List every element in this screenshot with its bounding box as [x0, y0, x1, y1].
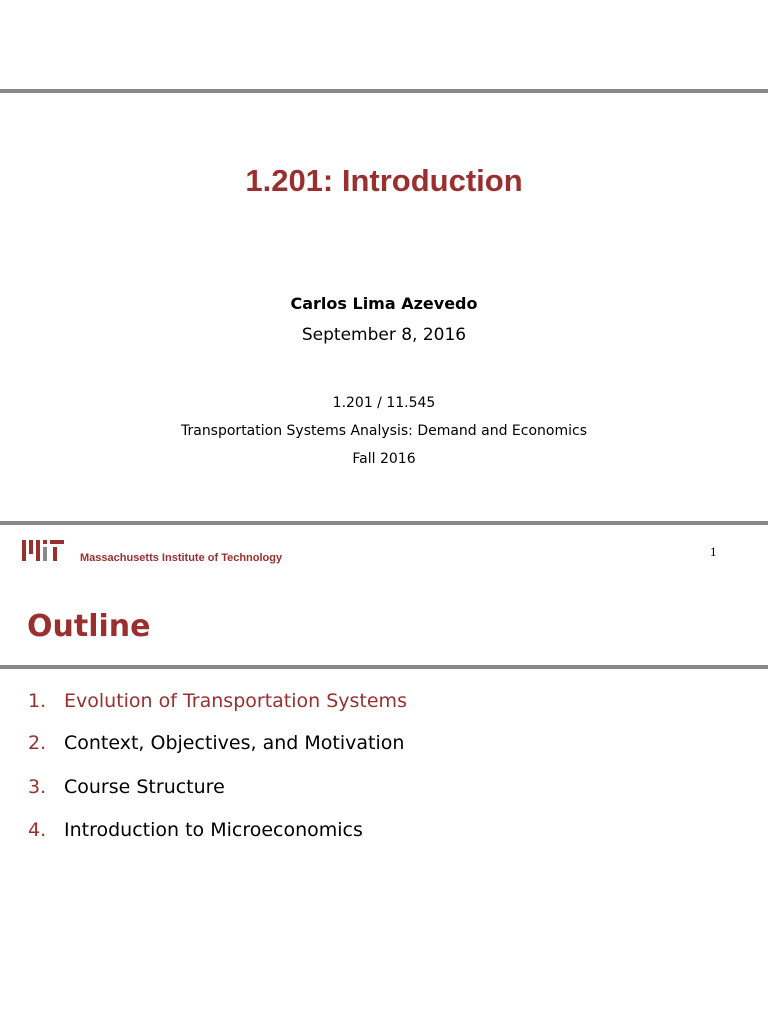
date: September 8, 2016: [301, 325, 467, 345]
outline-divider: [0, 665, 768, 669]
item-number: 3.: [28, 776, 47, 798]
slide-title: 1.201: Introduction: [245, 163, 523, 198]
top-divider: [0, 89, 768, 93]
outline-title: Outline: [27, 609, 151, 644]
outline-item: [28, 690, 407, 712]
outline-item: [28, 776, 225, 798]
author: Carlos Lima Azevedo: [290, 294, 478, 313]
outline-item: [28, 819, 363, 841]
course-name: Transportation Systems Analysis: Demand and Economics: [180, 423, 587, 439]
course-code: 1.201 / 11.545: [332, 395, 436, 411]
footer-divider: [0, 521, 768, 525]
item-number: 1.: [28, 690, 47, 712]
item-number: 4.: [28, 819, 47, 841]
item-label: Context, Objectives, and Motivation: [64, 732, 405, 754]
page-number: 1: [710, 544, 717, 559]
item-number: 2.: [28, 732, 47, 754]
term: Fall 2016: [352, 451, 416, 467]
item-label: Introduction to Microeconomics: [64, 819, 363, 841]
outline-item: [28, 732, 404, 754]
item-label: Course Structure: [64, 776, 225, 798]
item-label: Evolution of Transportation Systems: [64, 690, 407, 712]
mit-logo-icon: [22, 540, 66, 562]
institution-name: Massachusetts Institute of Technology: [80, 552, 283, 564]
